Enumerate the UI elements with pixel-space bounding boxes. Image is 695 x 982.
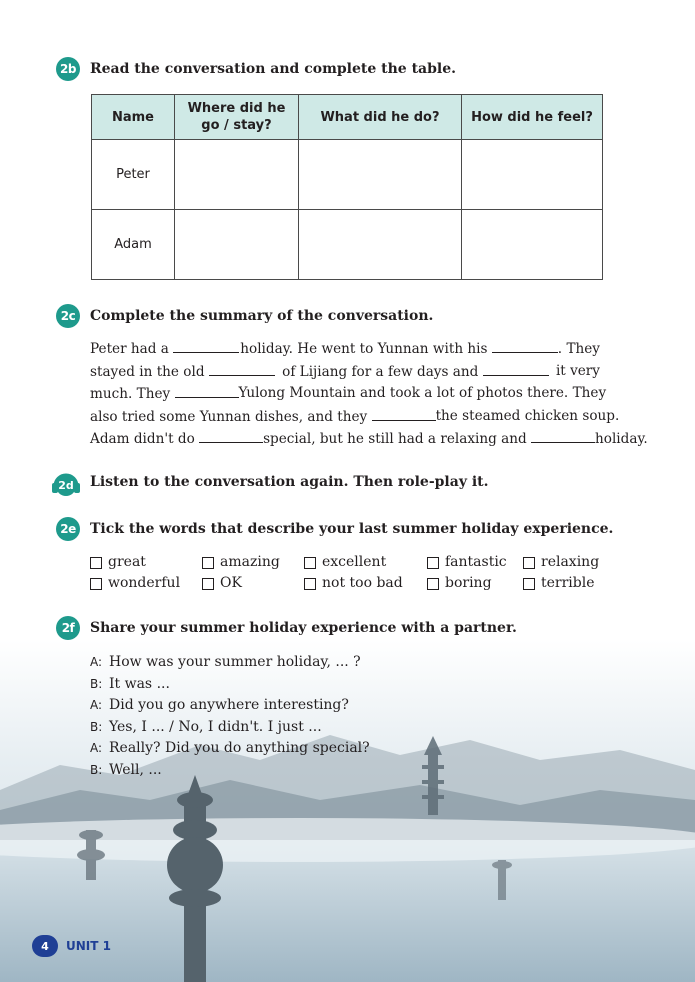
table-cell-name: Adam [92, 210, 175, 280]
table-cell-name: Peter [92, 140, 175, 210]
checkbox[interactable] [427, 578, 439, 590]
table-header-row [92, 95, 603, 140]
dialogue-text: It was ... [109, 675, 170, 692]
summary-text: it very [555, 362, 600, 379]
speaker-label: B: [90, 676, 103, 691]
summary-blank[interactable] [372, 406, 436, 421]
summary-text: . They [557, 341, 600, 357]
word-label: not too bad [322, 575, 403, 591]
checkbox[interactable] [523, 578, 535, 590]
word-label: OK [220, 575, 242, 591]
checkbox[interactable] [202, 578, 214, 590]
summary-text: holiday. [595, 431, 648, 447]
summary-text: stayed in the old [90, 363, 205, 380]
speaker-label: B: [90, 762, 103, 777]
summary-blank[interactable] [531, 428, 595, 443]
checkbox[interactable] [202, 557, 214, 569]
summary-text: Adam didn't do [90, 431, 195, 447]
word-option[interactable] [523, 552, 599, 573]
section-2f-instruction: Share your summer holiday experience with a partner. [90, 620, 517, 636]
summary-text: Yulong Mountain and took a lot of photos there. They [238, 385, 607, 401]
holiday-table [91, 94, 603, 280]
section-2b-instruction: Read the conversation and complete the table. [90, 61, 456, 77]
dialogue-text: Really? Did you do anything special? [109, 740, 370, 756]
word-option[interactable] [304, 552, 386, 573]
checkbox[interactable] [90, 557, 102, 569]
checkbox[interactable] [304, 557, 316, 569]
dialogue-line [90, 674, 370, 696]
dialogue [90, 652, 370, 781]
word-option[interactable] [523, 573, 595, 594]
word-label: amazing [220, 554, 280, 570]
summary-text: special, but he still had a relaxing and [263, 431, 527, 447]
word-option[interactable] [202, 552, 280, 573]
table-cell[interactable] [299, 140, 462, 210]
word-option[interactable] [304, 573, 403, 594]
word-label: boring [445, 575, 492, 591]
dialogue-line [90, 717, 370, 739]
table-header-feel: How did he feel? [462, 95, 603, 140]
table-cell[interactable] [299, 210, 462, 280]
summary-blank[interactable] [492, 338, 558, 353]
page-number: 4 [32, 935, 58, 957]
dialogue-line [90, 738, 370, 760]
word-option[interactable] [202, 573, 242, 594]
speaker-label: B: [90, 719, 103, 734]
summary-blank[interactable] [483, 361, 549, 376]
word-label: terrible [541, 575, 595, 591]
summary-text: also tried some Yunnan dishes, and they [90, 408, 368, 425]
summary-blank[interactable] [173, 338, 239, 353]
word-option[interactable] [427, 573, 492, 594]
summary-paragraph [90, 338, 648, 451]
checkbox[interactable] [90, 578, 102, 590]
dialogue-line [90, 695, 370, 717]
speaker-label: A: [90, 698, 103, 712]
dialogue-text: How was your summer holiday, ... ? [109, 654, 361, 670]
dialogue-text: Well, ... [109, 761, 162, 778]
speaker-label: A: [90, 741, 103, 755]
page-footer [32, 935, 111, 957]
word-label: wonderful [108, 575, 181, 591]
dialogue-text: Did you go anywhere interesting? [109, 697, 349, 713]
word-label: relaxing [541, 554, 600, 570]
section-2b-badge: 2b [56, 57, 80, 81]
table-cell[interactable] [462, 140, 603, 210]
word-option[interactable] [427, 552, 507, 573]
section-2f-badge: 2f [56, 616, 80, 640]
table-cell[interactable] [175, 210, 299, 280]
summary-blank[interactable] [199, 428, 263, 443]
dialogue-line [90, 652, 370, 674]
word-label: great [108, 554, 146, 570]
section-2c-instruction: Complete the summary of the conversation. [90, 308, 434, 324]
summary-text: Peter had a [90, 341, 169, 357]
word-checklist [90, 552, 610, 594]
summary-blank[interactable] [175, 383, 239, 398]
section-2d-instruction: Listen to the conversation again. Then role-play it. [90, 474, 489, 490]
section-2d-badge: 2d [58, 478, 74, 492]
speaker-label: A: [90, 655, 103, 669]
summary-text: of Lijiang for a few days and [282, 363, 479, 380]
section-2e-instruction: Tick the words that describe your last summer holiday experience. [90, 521, 614, 537]
table-cell[interactable] [175, 140, 299, 210]
word-option[interactable] [90, 552, 146, 573]
summary-text: the steamed chicken soup. [435, 407, 620, 424]
checkbox[interactable] [304, 578, 316, 590]
section-2e-badge: 2e [56, 517, 80, 541]
table-header-what: What did he do? [299, 95, 462, 140]
table-row [92, 140, 603, 210]
checkbox[interactable] [427, 557, 439, 569]
table-row [92, 210, 603, 280]
summary-text: holiday. He went to Yunnan with his [240, 341, 488, 357]
summary-text: much. They [90, 386, 171, 402]
table-header-name: Name [92, 95, 175, 140]
unit-label: UNIT 1 [66, 939, 111, 953]
checkbox[interactable] [523, 557, 535, 569]
table-header-where: Where did he go / stay? [175, 95, 299, 140]
table-cell[interactable] [462, 210, 603, 280]
word-option[interactable] [90, 573, 180, 594]
summary-blank[interactable] [209, 361, 275, 376]
section-2c-badge: 2c [56, 304, 80, 328]
dialogue-line [90, 760, 370, 782]
word-label: fantastic [445, 554, 507, 570]
dialogue-text: Yes, I ... / No, I didn't. I just ... [109, 718, 322, 735]
word-label: excellent [322, 554, 387, 570]
